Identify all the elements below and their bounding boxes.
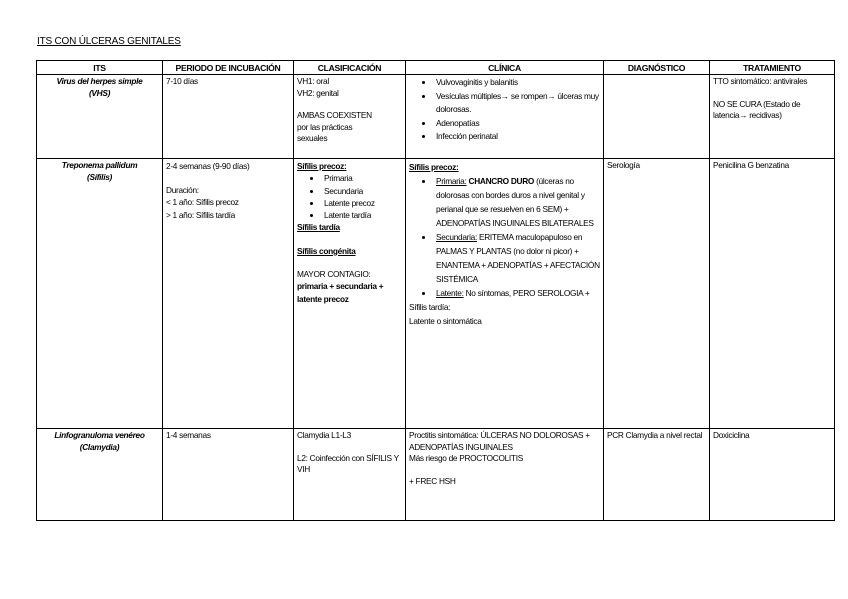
clasificacion-line: sexuales [297,133,328,144]
table-header-row [37,61,835,75]
header-its: ITS [37,61,163,75]
list-item [434,174,600,230]
clinica-cell [406,429,604,521]
clasificacion-line: Clamydia L1-L3 [297,430,351,440]
tratamiento-cell [710,159,835,429]
primaria-text: (úlceras no dolorosas con bordes duros a nivel genital y perianal que se resuelven en 6 SEM) + ADENOPATÍAS INGUINALES BILATERALES [436,176,594,228]
its-table [36,60,835,521]
clasificacion-line: L2: Coinfección con SÍFILIS Y VIH [297,452,399,475]
list-item [434,286,600,300]
latente-label: Latente: [436,288,464,298]
tratamiento-line: NO SE CURA (Estado de latencia→ recidivas) [713,98,801,121]
periodo-value: 1-4 semanas [166,430,211,440]
list-item: • Vesículas múltiples→ se rompen→ úlceras muy dolorosas. [434,90,600,117]
list-item: • Latente precoz [322,197,402,209]
sifilis-precoz-label: Sífilis precoz: [297,161,347,171]
table-row [37,75,835,159]
sifilis-precoz-label: Sífilis precoz: [409,162,459,172]
header-periodo: PERIODO DE INCUBACIÓN [163,61,294,75]
clinica-cell [406,75,604,159]
list-item: • Secundaria [322,185,402,197]
contagio-label: MAYOR CONTAGIO: [297,269,371,280]
diagnostico-cell [604,75,710,159]
its-name: Virus del herpes simple [56,76,143,86]
document-title: ITS CON ÚLCERAS GENITALES [37,36,181,47]
list-item: • Infección perinatal [434,130,600,144]
its-name-cell [37,159,163,429]
its-name-cell [37,75,163,159]
tratamiento-value: Doxiciclina [713,430,750,440]
its-name: Linfogranuloma venéreo [54,430,145,440]
periodo-line: < 1 año: Sífilis precoz [166,197,239,207]
secundaria-text: ERITEMA maculopapuloso en PALMAS Y PLANTAS (no dolor ni picor) + ENANTEMA + ADENOPATÍAS + AFECTACIÓN SISTÉMICA [436,232,600,284]
tratamiento-value: Penicilina G benzatina [713,160,789,170]
list-item [434,230,600,286]
diagnostico-value: Serología [607,160,640,170]
tratamiento-cell [710,429,835,521]
primaria-label: Primaria: [436,176,467,186]
periodo-value: 7-10 días [166,76,198,86]
sifilis-tardia-text: Latente o sintomática [409,316,482,326]
latente-text: No síntomas, PERO SEROLOGIA + [465,288,590,298]
list-item: • Adenopatías [434,117,600,131]
its-name-sub: (VHS) [88,87,111,98]
periodo-cell [163,159,294,429]
header-clinica: CLÍNICA [406,61,604,75]
clinica-line: Más riesgo de PROCTOCOLITIS [409,453,523,464]
header-tratamiento: TRATAMIENTO [710,61,835,75]
clinica-line: Proctitis sintomática: ÚLCERAS NO DOLOROSAS + ADENOPATÍAS INGUINALES [409,430,590,452]
clasificacion-line: por las prácticas [297,121,353,132]
clasificacion-line: VH1: oral [297,76,329,86]
header-diagnostico: DIAGNÓSTICO [604,61,710,75]
clasificacion-line: AMBAS COEXISTEN [297,110,372,121]
list-item: • Latente tardía [322,209,402,221]
list-item: • Primaria [322,172,402,184]
diagnostico-value: PCR Clamydia a nivel rectal [607,430,703,440]
its-name-sub: (Clamydia) [79,441,120,452]
clasificacion-line: VH2: genital [297,87,339,98]
list-item: • Vulvovaginitis y balanitis [434,76,600,90]
table-row [37,159,835,429]
diagnostico-cell [604,159,710,429]
sifilis-tardia-label: Sífilis tardía: [409,302,451,312]
sifilis-congenita-label: Sífilis congénita [297,245,356,256]
diagnostico-cell [604,429,710,521]
contagio-value: primaria + secundaria + latente precoz [297,281,384,304]
header-clasificacion: CLASIFICACIÓN [294,61,406,75]
periodo-line: Duración: [166,184,199,195]
clasificacion-cell [294,429,406,521]
clinica-cell [406,159,604,429]
its-name-sub: (Sífilis) [87,171,112,182]
tratamiento-cell [710,75,835,159]
table-row [37,429,835,521]
chancro-duro: CHANCRO DURO [468,176,535,186]
sifilis-tardia-label: Sífilis tardía [297,222,340,233]
its-name: Treponema pallidum [61,160,138,170]
clasificacion-cell [294,159,406,429]
periodo-cell [163,75,294,159]
its-name-cell [37,429,163,521]
periodo-cell [163,429,294,521]
clasificacion-cell [294,75,406,159]
clinica-line: + FREC HSH [409,475,456,486]
periodo-line: > 1 año: Sífilis tardía [166,209,235,220]
periodo-line: 2-4 semanas (9-90 días) [166,161,250,171]
tratamiento-line: TTO sintomático: antivirales [713,76,808,86]
secundaria-label: Secundaria: [436,232,477,242]
